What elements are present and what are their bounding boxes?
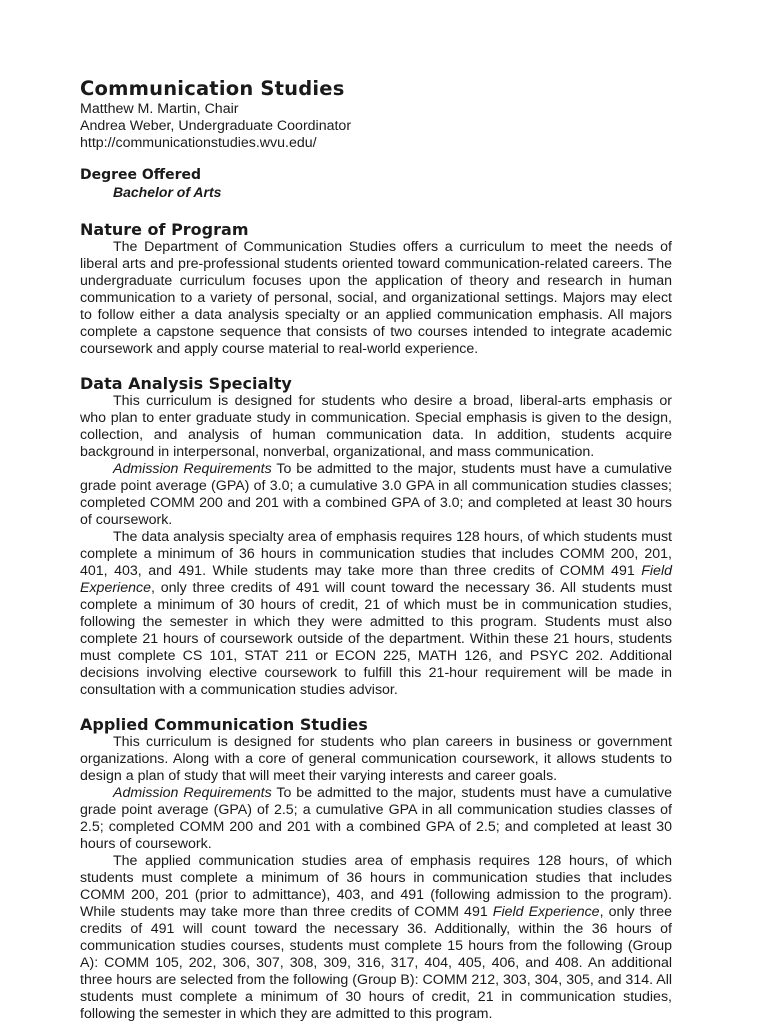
applied-p3-text-a: The applied communication studies area of emphasis requires 128 hours, of which students must complete a minimum of 36 hours in communication studies that includes COMM 200, 201 (prior to admittance), 403, and 491 (following admission to the program). While students may take more than three credits of COMM 491 <box>80 853 672 920</box>
data-analysis-paragraph-2 <box>80 461 672 529</box>
data-analysis-p3-text-a: The data analysis specialty area of emphasis requires 128 hours, of which students must complete a minimum of 36 hours in communication studies that includes COMM 200, 201, 401, 403, and 491. While students may take more than three credits of COMM 491 <box>80 529 672 579</box>
data-analysis-admission-text: To be admitted to the major, students must have a cumulative grade point average (GPA) of 3.0; a cumulative 3.0 GPA in all communication studies classes; completed COMM 200 and 201 with a combined GPA of 3.0; and completed at least 30 hours of coursework. <box>80 461 672 528</box>
section-heading-applied: Applied Communication Studies <box>80 715 368 734</box>
data-analysis-p3-text-b: , only three credits of 491 will count toward the necessary 36. All students must complete a minimum of 30 hours of credit, 21 of which must be in communication studies, following the semester in which they were admitted to this program. Students must also complete 21 hours of coursework outside of the department. Within these 21 hours, students must complete CS 101, STAT 211 or ECON 225, MATH 126, and PSYC 202. Additional decisions involving elective coursework to fulfill this 21-hour requirement will be made in consultation with a communication studies advisor. <box>80 580 672 698</box>
field-experience-label: Field Experience <box>80 563 672 596</box>
applied-admission-text: To be admitted to the major, students must have a cumulative grade point average (GPA) of 2.5; a cumulative GPA in all communication studies classes of 2.5; completed COMM 200 and 201 with a combined GPA of 2.5; and completed at least 30 hours of coursework. <box>80 785 672 852</box>
section-heading-data-analysis: Data Analysis Specialty <box>80 374 292 393</box>
data-analysis-paragraph-1: This curriculum is designed for students who desire a broad, liberal-arts emphasis or who plan to enter graduate study in communication. Special emphasis is given to the design, collection, and analysis of human communication data. In addition, students acquire background in interpersonal, nonverbal, organizational, and mass communication. <box>80 393 672 460</box>
applied-paragraph-3 <box>80 853 672 1023</box>
admission-requirements-label: Admission Requirements <box>113 461 272 477</box>
department-url: http://communicationstudies.wvu.edu/ <box>80 135 317 151</box>
document-content <box>80 76 672 1023</box>
coordinator-line: Andrea Weber, Undergraduate Coordinator <box>80 118 352 134</box>
degree-name: Bachelor of Arts <box>113 184 222 200</box>
data-analysis-paragraph-3 <box>80 529 672 699</box>
section-heading-nature: Nature of Program <box>80 220 249 239</box>
chair-line: Matthew M. Martin, Chair <box>80 101 239 117</box>
admission-requirements-label: Admission Requirements <box>113 785 272 801</box>
degree-heading: Degree Offered <box>80 167 202 183</box>
nature-paragraph: The Department of Communication Studies offers a curriculum to meet the needs of liberal arts and pre-professional students oriented toward communication-related careers. The undergraduate curriculum focuses upon the application of theory and research in human communication to a variety of personal, social, and organizational settings. Majors may elect to follow either a data analysis specialty or an applied communication emphasis. All majors complete a capstone sequence that consists of two courses intended to integrate academic coursework and apply course material to real-world experience. <box>80 239 672 357</box>
page-title: Communication Studies <box>80 77 345 100</box>
applied-p3-text-b: , only three credits of 491 will count toward the necessary 36. Additionally, within the 36 hours of communication studies courses, students must complete 15 hours from the following (Group A): COMM 105, 202, 306, 307, 308, 309, 316, 317, 404, 405, 406, and 408. An additional three hours are selected from the following (Group B): COMM 212, 303, 304, 305, and 314. All students must complete a minimum of 30 hours of credit, 21 in communication studies, following the semester in which they are admitted to this program. <box>80 904 672 1022</box>
applied-paragraph-1: This curriculum is designed for students who plan careers in business or government organizations. Along with a core of general communication coursework, it allows students to design a plan of study that will meet their varying interests and career goals. <box>80 734 672 784</box>
applied-paragraph-2 <box>80 785 672 853</box>
field-experience-label: Field Experience <box>492 904 600 920</box>
